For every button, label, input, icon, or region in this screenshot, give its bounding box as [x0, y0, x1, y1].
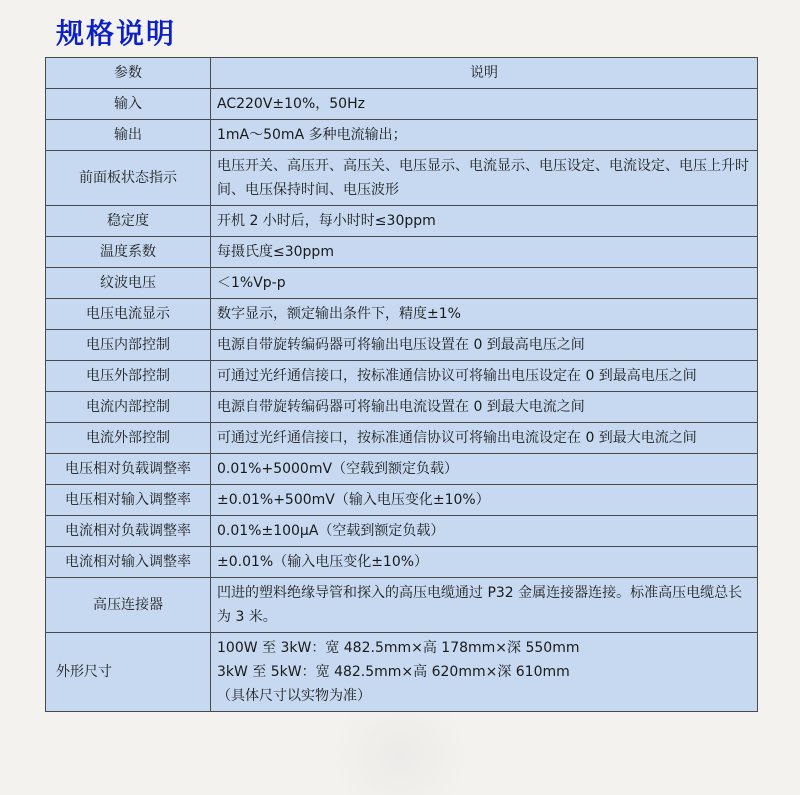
- desc-cell: 电压开关、高压开、高压关、电压显示、电流显示、电压设定、电流设定、电压上升时间、电压保持时间、电压波形: [211, 151, 758, 206]
- desc-cell: 可通过光纤通信接口，按标准通信协议可将输出电流设定在 0 到最大电流之间: [211, 423, 758, 454]
- table-row: [46, 120, 758, 151]
- param-cell: 电流相对输入调整率: [46, 547, 211, 578]
- param-cell: 稳定度: [46, 206, 211, 237]
- table-row: [46, 547, 758, 578]
- desc-cell: 凹进的塑料绝缘导管和探入的高压电缆通过 P32 金属连接器连接。标准高压电缆总长为 3 米。: [211, 578, 758, 633]
- param-cell: 电流相对负载调整率: [46, 516, 211, 547]
- param-cell: 电压电流显示: [46, 299, 211, 330]
- desc-cell: ±0.01%+500mV（输入电压变化±10%）: [211, 485, 758, 516]
- param-cell: 温度系数: [46, 237, 211, 268]
- table-row: [46, 206, 758, 237]
- table-row: [46, 299, 758, 330]
- param-cell: 前面板状态指示: [46, 151, 211, 206]
- page-title: 规格说明: [56, 17, 177, 50]
- desc-cell: 开机 2 小时后，每小时时≤30ppm: [211, 206, 758, 237]
- dimensions-desc-cell: [211, 633, 758, 712]
- dimensions-line: 100W 至 3kW：宽 482.5mm×高 178mm×深 550mm: [217, 640, 580, 656]
- param-cell: 输出: [46, 120, 211, 151]
- spec-table: [45, 57, 758, 712]
- table-header-row: [46, 58, 758, 89]
- table-row: [46, 485, 758, 516]
- desc-cell: 可通过光纤通信接口，按标准通信协议可将输出电压设定在 0 到最高电压之间: [211, 361, 758, 392]
- table-row: [46, 423, 758, 454]
- desc-cell: 电源自带旋转编码器可将输出电压设置在 0 到最高电压之间: [211, 330, 758, 361]
- desc-cell: ±0.01%（输入电压变化±10%）: [211, 547, 758, 578]
- param-cell: 高压连接器: [46, 578, 211, 633]
- param-cell: 输入: [46, 89, 211, 120]
- desc-cell: 0.01%+5000mV（空载到额定负载）: [211, 454, 758, 485]
- desc-cell: ＜1%Vp-p: [211, 268, 758, 299]
- desc-cell: 1mA～50mA 多种电流输出；: [211, 120, 758, 151]
- table-row: [46, 237, 758, 268]
- header-param: 参数: [46, 58, 211, 89]
- table-row: [46, 392, 758, 423]
- desc-cell: 数字显示，额定输出条件下，精度±1%: [211, 299, 758, 330]
- dimensions-line: 3kW 至 5kW：宽 482.5mm×高 620mm×深 610mm: [217, 664, 570, 680]
- param-cell: 电压外部控制: [46, 361, 211, 392]
- param-cell: 电压内部控制: [46, 330, 211, 361]
- desc-cell: AC220V±10%，50Hz: [211, 89, 758, 120]
- table-row: [46, 454, 758, 485]
- table-row: [46, 361, 758, 392]
- desc-cell: 0.01%±100μA（空载到额定负载）: [211, 516, 758, 547]
- param-cell: 电压相对负载调整率: [46, 454, 211, 485]
- table-row-dimensions: [46, 633, 758, 712]
- table-row: [46, 578, 758, 633]
- param-cell: 纹波电压: [46, 268, 211, 299]
- table-row: [46, 330, 758, 361]
- param-cell: 电流外部控制: [46, 423, 211, 454]
- desc-cell: 电源自带旋转编码器可将输出电流设置在 0 到最大电流之间: [211, 392, 758, 423]
- dimensions-line: （具体尺寸以实物为准）: [217, 688, 371, 704]
- table-row: [46, 151, 758, 206]
- table-row: [46, 268, 758, 299]
- param-cell: 电压相对输入调整率: [46, 485, 211, 516]
- table-row: [46, 89, 758, 120]
- param-cell: 电流内部控制: [46, 392, 211, 423]
- param-cell: 外形尺寸: [46, 633, 211, 712]
- desc-cell: 每摄氏度≤30ppm: [211, 237, 758, 268]
- header-desc: 说明: [211, 58, 758, 89]
- table-row: [46, 516, 758, 547]
